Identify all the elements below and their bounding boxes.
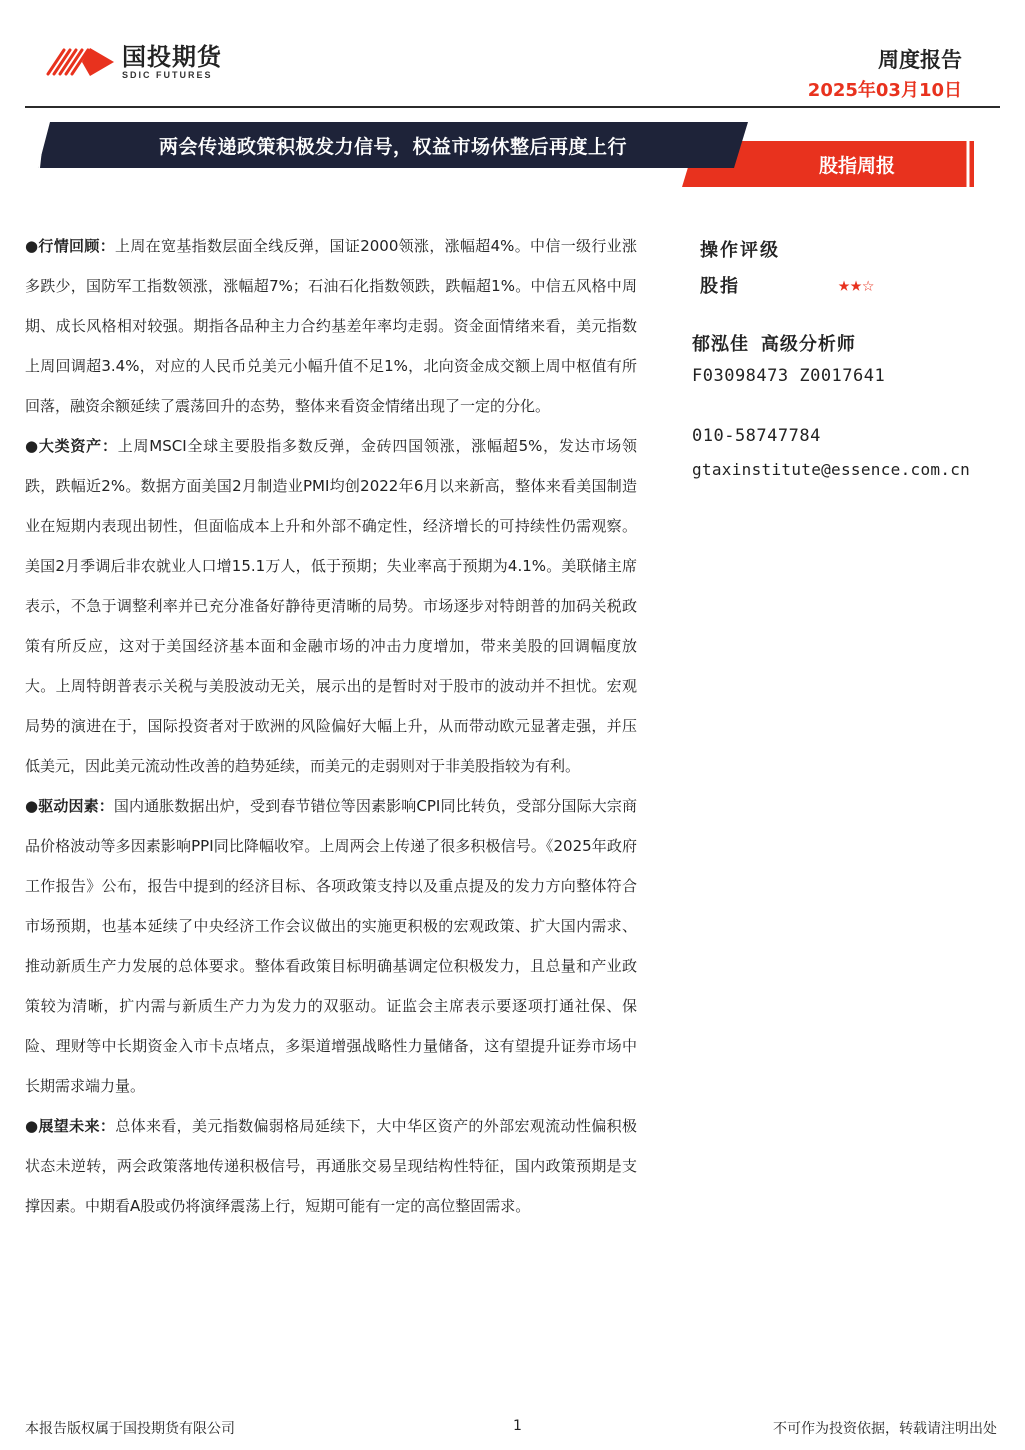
section-text: 上周在宽基指数层面全线反弹，国证2000领涨，涨幅超4%。中信一级行业涨多跌少，国防军工指数领涨，涨幅超7%；石油石化指数领跌，跌幅超1%。中信五风格中周期、成长风格相对较强。期指各品种主力合约基差年率均走弱。资金面情绪来看，美元指数上周回调超3.4%，对应的人民币兑美元小幅升值不足1%，北向资金成交额上周中枢值有所回落，融资余额延续了震荡回升的态势，整体来看资金情绪出现了一定的分化。 <box>25 237 637 415</box>
company-logo <box>44 42 222 82</box>
section-text: 上周MSCI全球主要股指多数反弹，金砖四国领涨，涨幅超5%，发达市场领跌，跌幅近2%。数据方面美国2月制造业PMI均创2022年6月以来新高，整体来看美国制造业在短期内表现出韧性，但面临成本上升和外部不确定性，经济增长的可持续性仍需观察。美国2月季调后非农就业人口增15.1万人，低于预期；失业率高于预期为4.1%。美联储主席表示，不急于调整利率并已充分准备好静待更清晰的局势。市场逐步对特朗普的加码关税政策有所反应，这对于美国经济基本面和金融市场的冲击力度增加，带来美股的回调幅度放大。上周特朗普表示关税与美股波动无关，展示出的是暂时对于股市的波动并不担忧。宏观局势的演进在于，国际投资者对于欧洲的风险偏好大幅上升，从而带动欧元显著走强，并压低美元，因此美元流动性改善的趋势延续，而美元的走弱则对于非美股指较为有利。 <box>25 437 637 775</box>
document-type: 周度报告 <box>878 48 962 72</box>
rating-title: 操作评级 <box>700 240 780 261</box>
analyst-certificates: F03098473 Z0017641 <box>692 366 886 386</box>
rating-item: 股指 <box>700 276 740 297</box>
page-number: 1 <box>513 1418 522 1434</box>
section-outlook <box>25 1106 637 1226</box>
section-drivers <box>25 786 637 1106</box>
section-text: 总体来看，美元指数偏弱格局延续下，大中华区资产的外部宏观流动性偏积极状态未逆转，两会政策落地传递积极信号，再通胀交易呈现结构性特征，国内政策预期是支撑因素。中期看A股或仍将演绎震荡上行，短期可能有一定的高位整固需求。 <box>25 1117 637 1215</box>
contact-phone: 010-58747784 <box>692 426 821 446</box>
section-label: ●驱动因素： <box>25 797 114 815</box>
logo-mark-icon <box>44 44 116 80</box>
logo-chinese-name: 国投期货 <box>122 43 222 71</box>
report-tag-text: 股指周报 <box>818 154 895 177</box>
rating-stars-icon: ★★☆ <box>838 272 875 296</box>
report-title: 两会传递政策积极发力信号，权益市场休整后再度上行 <box>158 135 627 158</box>
header-divider <box>25 106 1000 108</box>
footer-disclaimer: 不可作为投资依据，转载请注明出处 <box>773 1421 997 1437</box>
report-body <box>25 226 637 1226</box>
section-market-review <box>25 226 637 426</box>
section-label: ●大类资产： <box>25 437 118 455</box>
analyst-name: 郁泓佳 高级分析师 <box>692 334 856 355</box>
footer-copyright: 本报告版权属于国投期货有限公司 <box>25 1421 235 1437</box>
section-label: ●行情回顾： <box>25 237 116 255</box>
section-text: 国内通胀数据出炉，受到春节错位等因素影响CPI同比转负，受部分国际大宗商品价格波动等多因素影响PPI同比降幅收窄。上周两会上传递了很多积极信号。《2025年政府工作报告》公布，报告中提到的经济目标、各项政策支持以及重点提及的发力方向整体符合市场预期，也基本延续了中央经济工作会议做出的实施更积极的宏观政策、扩大国内需求、推动新质生产力发展的总体要求。整体看政策目标明确基调定位积极发力，且总量和产业政策较为清晰，扩内需与新质生产力为发力的双驱动。证监会主席表示要逐项打通社保、保险、理财等中长期资金入市卡点堵点，多渠道增强战略性力量储备，这有望提升证券市场中长期需求端力量。 <box>25 797 637 1095</box>
section-asset-classes <box>25 426 637 786</box>
section-label: ●展望未来： <box>25 1117 116 1135</box>
contact-email: gtaxinstitute@essence.com.cn <box>692 460 971 479</box>
title-banner <box>38 122 748 168</box>
document-date: 2025年03月10日 <box>807 80 962 101</box>
rating-row <box>700 272 1000 298</box>
logo-english-name: SDIC FUTURES <box>122 70 213 80</box>
